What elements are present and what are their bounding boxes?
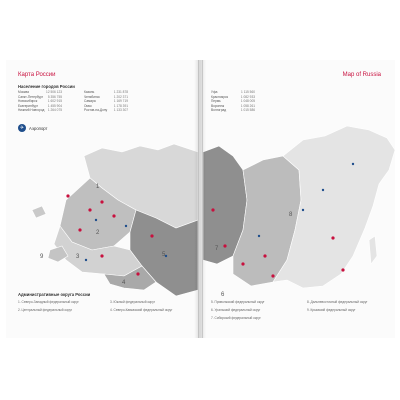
- district-item: 7. Сибирский федеральный округ: [211, 316, 261, 320]
- district-number: 6: [221, 292, 225, 298]
- region-kaliningrad: [32, 206, 46, 218]
- city-marker: [78, 228, 81, 231]
- district-item: 6. Уральский федеральный округ: [211, 308, 261, 312]
- airport-marker: [85, 259, 87, 261]
- city-marker: [341, 268, 344, 271]
- airport-marker: [125, 225, 127, 227]
- population-row: Ростов-на-Дону 1 133 307: [84, 108, 128, 113]
- airplane-icon: ✈: [19, 125, 25, 131]
- district-number: 8: [289, 212, 293, 218]
- population-row: Волгоград 1 015 586: [211, 108, 255, 113]
- district-item: 2. Центральный федеральный округ: [18, 308, 73, 312]
- city-marker: [223, 244, 226, 247]
- district-number: 4: [122, 280, 126, 286]
- district-number: 5: [162, 252, 166, 258]
- map-east-svg: [203, 60, 395, 338]
- right-page: [202, 60, 395, 338]
- district-item: 8. Дальневосточный федеральный округ: [307, 300, 368, 304]
- city-marker: [100, 200, 103, 203]
- district-item: 4. Северо-Кавказский федеральный округ: [110, 308, 173, 312]
- city-marker: [112, 214, 115, 217]
- population-row: Воронеж 1 058 261: [211, 103, 255, 108]
- book-gutter: [194, 60, 206, 338]
- map-title-en: Map of Russia: [342, 72, 381, 78]
- city-marker: [100, 254, 103, 257]
- airport-marker: [258, 235, 260, 237]
- region-sakhalin: [369, 236, 377, 264]
- district-number: 9: [40, 254, 44, 260]
- population-row: Красноярск 1 082 933: [211, 94, 255, 99]
- district-number: 7: [215, 246, 219, 252]
- district-item: 3. Южный федеральный округ: [110, 300, 156, 304]
- population-row: Казань 1 231 878: [84, 90, 128, 94]
- district-item: 1. Северо-Западный федеральный округ: [18, 300, 79, 304]
- airport-marker: [322, 189, 324, 191]
- atlas-spread: [6, 60, 394, 338]
- airport-marker: [95, 219, 97, 221]
- population-row: Москва 12 506 123: [18, 90, 62, 94]
- city-marker: [263, 254, 266, 257]
- population-row: Самара 1 169 719: [84, 99, 128, 104]
- district-number: 2: [96, 230, 100, 236]
- population-row: Уфа 1 115 560: [211, 90, 255, 94]
- district-item: 9. Крымский федеральный округ: [307, 308, 356, 312]
- city-marker: [136, 272, 139, 275]
- districts-heading: Административные округа России: [18, 292, 91, 297]
- population-row: Нижний Новгород 1 264 075: [18, 108, 62, 113]
- city-marker: [331, 236, 334, 239]
- district-number: 1: [96, 184, 100, 190]
- airport-legend-label: Аэропорт: [29, 125, 48, 131]
- city-marker: [66, 194, 69, 197]
- map-title-ru: Карта России: [18, 72, 56, 78]
- population-row: Новосибирск 1 602 915: [18, 99, 62, 104]
- airport-marker: [302, 209, 304, 211]
- population-row: Санкт-Петербург 5 356 755: [18, 94, 62, 99]
- city-marker: [88, 208, 91, 211]
- population-row: Челябинск 1 202 371: [84, 94, 128, 99]
- population-row: Пермь 1 048 005: [211, 99, 255, 104]
- airport-marker: [352, 163, 354, 165]
- district-number: 3: [76, 254, 80, 260]
- district-item: 5. Приволжский федеральный округ: [211, 300, 265, 304]
- city-marker: [150, 234, 153, 237]
- city-marker: [271, 274, 274, 277]
- city-marker: [241, 262, 244, 265]
- population-row: Омск 1 178 391: [84, 103, 128, 108]
- left-page: [6, 60, 199, 338]
- city-marker: [211, 208, 214, 211]
- population-heading: Население городов России: [18, 84, 75, 89]
- population-row: Екатеринбург 1 455 904: [18, 103, 62, 108]
